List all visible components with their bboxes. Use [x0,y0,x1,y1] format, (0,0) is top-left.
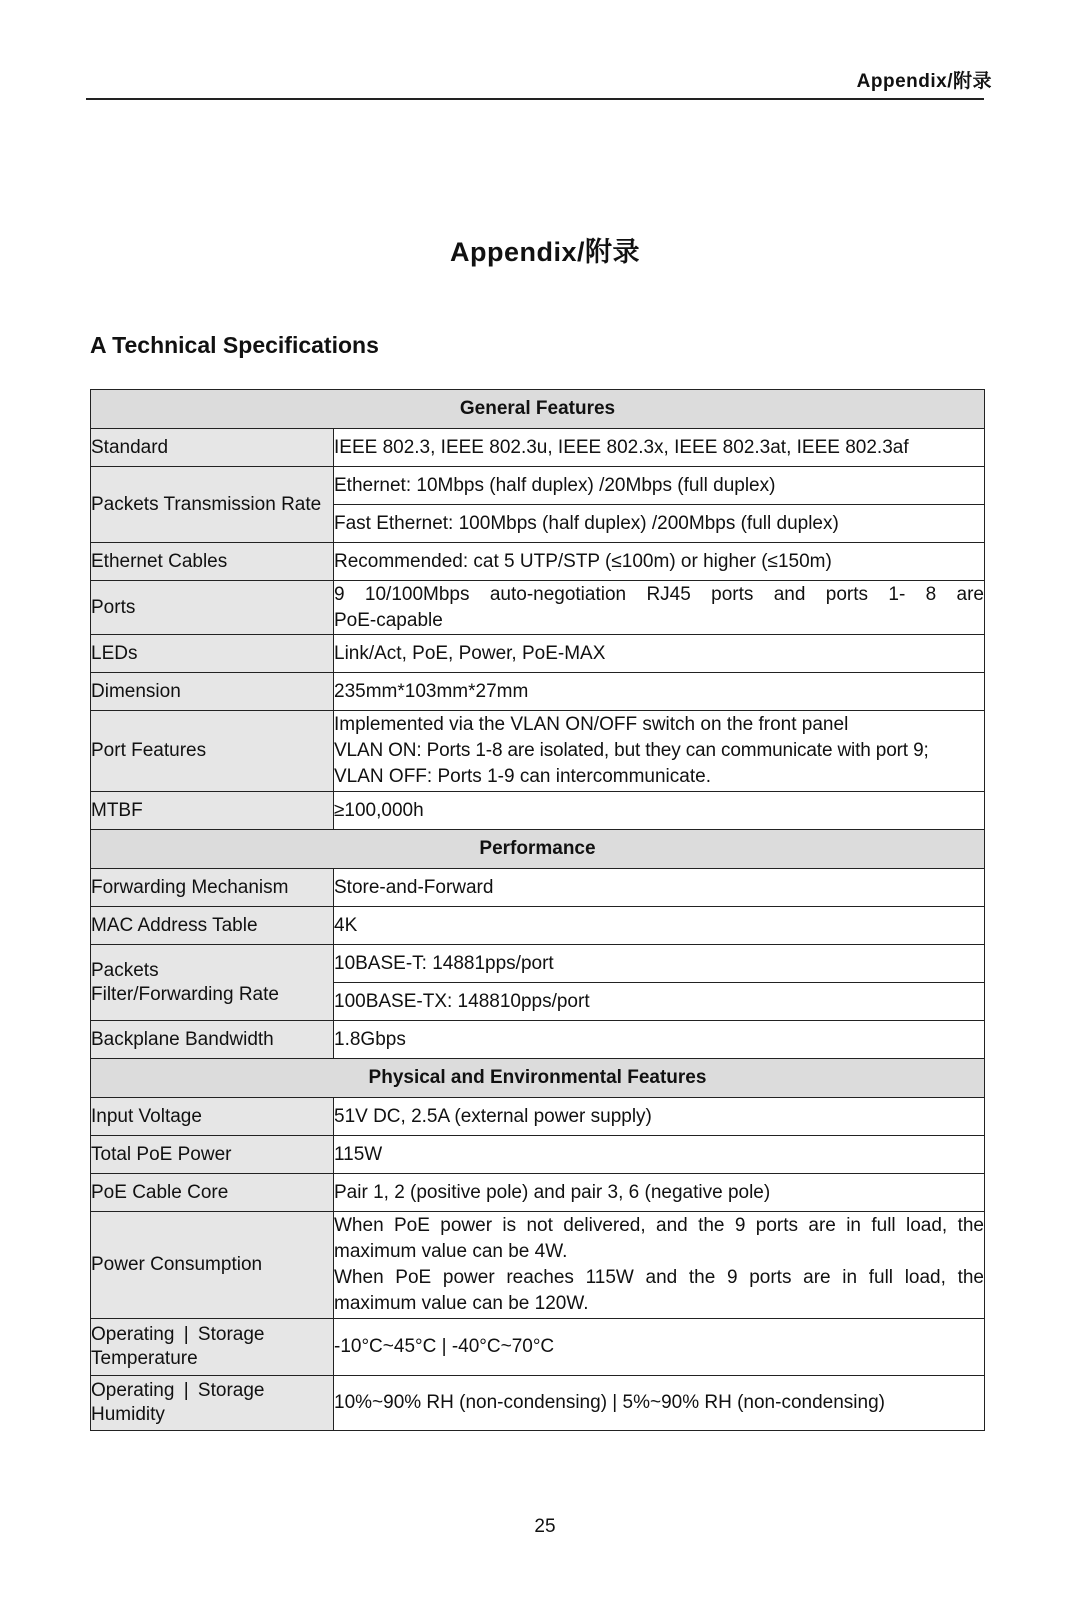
spec-label: PoE Cable Core [91,1174,334,1212]
table-row [91,711,985,792]
table-row [91,543,985,581]
table-row [91,907,985,945]
section-title: A Technical Specifications [90,332,379,358]
group-header: Physical and Environmental Features [91,1059,985,1098]
table-row [91,1174,985,1212]
header-rule [86,98,984,100]
table-row [91,429,985,467]
spec-value: 4K [334,907,985,945]
table-row [91,1021,985,1059]
group-header: Performance [91,830,985,869]
table-row [91,635,985,673]
spec-label: Operating | Storage Temperature [91,1319,334,1376]
table-row [91,792,985,830]
running-header: Appendix/附录 [856,71,992,92]
spec-label: Total PoE Power [91,1136,334,1174]
spec-value: Pair 1, 2 (positive pole) and pair 3, 6 (negative pole) [334,1174,985,1212]
ports-line-2: PoE-capable [334,609,443,631]
value-paragraph: When PoE power reaches 115W and the 9 ports are in full load, the maximum value can be 120W. [334,1267,984,1314]
group-row-performance [91,830,985,869]
spec-label: Dimension [91,673,334,711]
spec-value: 100BASE-TX: 148810pps/port [334,983,985,1021]
table-row [91,581,985,635]
value-line: Implemented via the VLAN ON/OFF switch on the front panel [334,714,849,735]
value-paragraph: When PoE power is not delivered, and the 9 ports are in full load, the maximum value can be 4W. [334,1215,984,1262]
spec-label: Ethernet Cables [91,543,334,581]
table-row [91,1136,985,1174]
spec-value: Ethernet: 10Mbps (half duplex) /20Mbps (full duplex) [334,467,985,505]
group-header: General Features [91,390,985,429]
table-row [91,869,985,907]
spec-label: Ports [91,581,334,635]
spec-value: 235mm*103mm*27mm [334,673,985,711]
spec-value: 1.8Gbps [334,1021,985,1059]
table-row [91,1098,985,1136]
label-line: Packets [91,959,159,981]
spec-value: 51V DC, 2.5A (external power supply) [334,1098,985,1136]
spec-table [90,389,985,1431]
table-row [91,673,985,711]
ports-line-1: 9 10/100Mbps auto-negotiation RJ45 ports and ports 1- 8 are [334,583,984,605]
spec-value [334,711,985,792]
spec-label: MTBF [91,792,334,830]
table-row [91,945,985,983]
spec-value: Fast Ethernet: 100Mbps (half duplex) /200Mbps (full duplex) [334,505,985,543]
group-row-general [91,390,985,429]
spec-label: Input Voltage [91,1098,334,1136]
spec-value [334,1212,985,1319]
spec-value: IEEE 802.3, IEEE 802.3u, IEEE 802.3x, IEEE 802.3at, IEEE 802.3af [334,429,985,467]
group-row-physical [91,1059,985,1098]
table-row [91,1376,985,1431]
spec-label: Backplane Bandwidth [91,1021,334,1059]
spec-value: -10°C~45°C | -40°C~70°C [334,1319,985,1376]
spec-value: Recommended: cat 5 UTP/STP (≤100m) or higher (≤150m) [334,543,985,581]
spec-label: Packets Transmission Rate [91,467,334,543]
spec-value [334,581,985,635]
spec-value: 10BASE-T: 14881pps/port [334,945,985,983]
value-line: VLAN ON: Ports 1-8 are isolated, but they can communicate with port 9; [334,740,929,761]
spec-value: Link/Act, PoE, Power, PoE-MAX [334,635,985,673]
spec-label: Power Consumption [91,1212,334,1319]
label-line: Filter/Forwarding Rate [91,983,279,1005]
spec-label: Standard [91,429,334,467]
spec-value: ≥100,000h [334,792,985,830]
spec-value: Store-and-Forward [334,869,985,907]
spec-label: LEDs [91,635,334,673]
table-row [91,1212,985,1319]
table-row [91,467,985,505]
page-title: Appendix/附录 [449,237,640,267]
value-line: VLAN OFF: Ports 1-9 can intercommunicate. [334,766,711,787]
spec-value: 10%~90% RH (non-condensing) | 5%~90% RH (non-condensing) [334,1376,985,1431]
spec-label: Operating | Storage Humidity [91,1376,334,1431]
table-row [91,1319,985,1376]
spec-label [91,945,334,1021]
spec-value: 115W [334,1136,985,1174]
spec-label: MAC Address Table [91,907,334,945]
page-number: 25 [534,1516,556,1537]
spec-label: Port Features [91,711,334,792]
spec-label: Forwarding Mechanism [91,869,334,907]
